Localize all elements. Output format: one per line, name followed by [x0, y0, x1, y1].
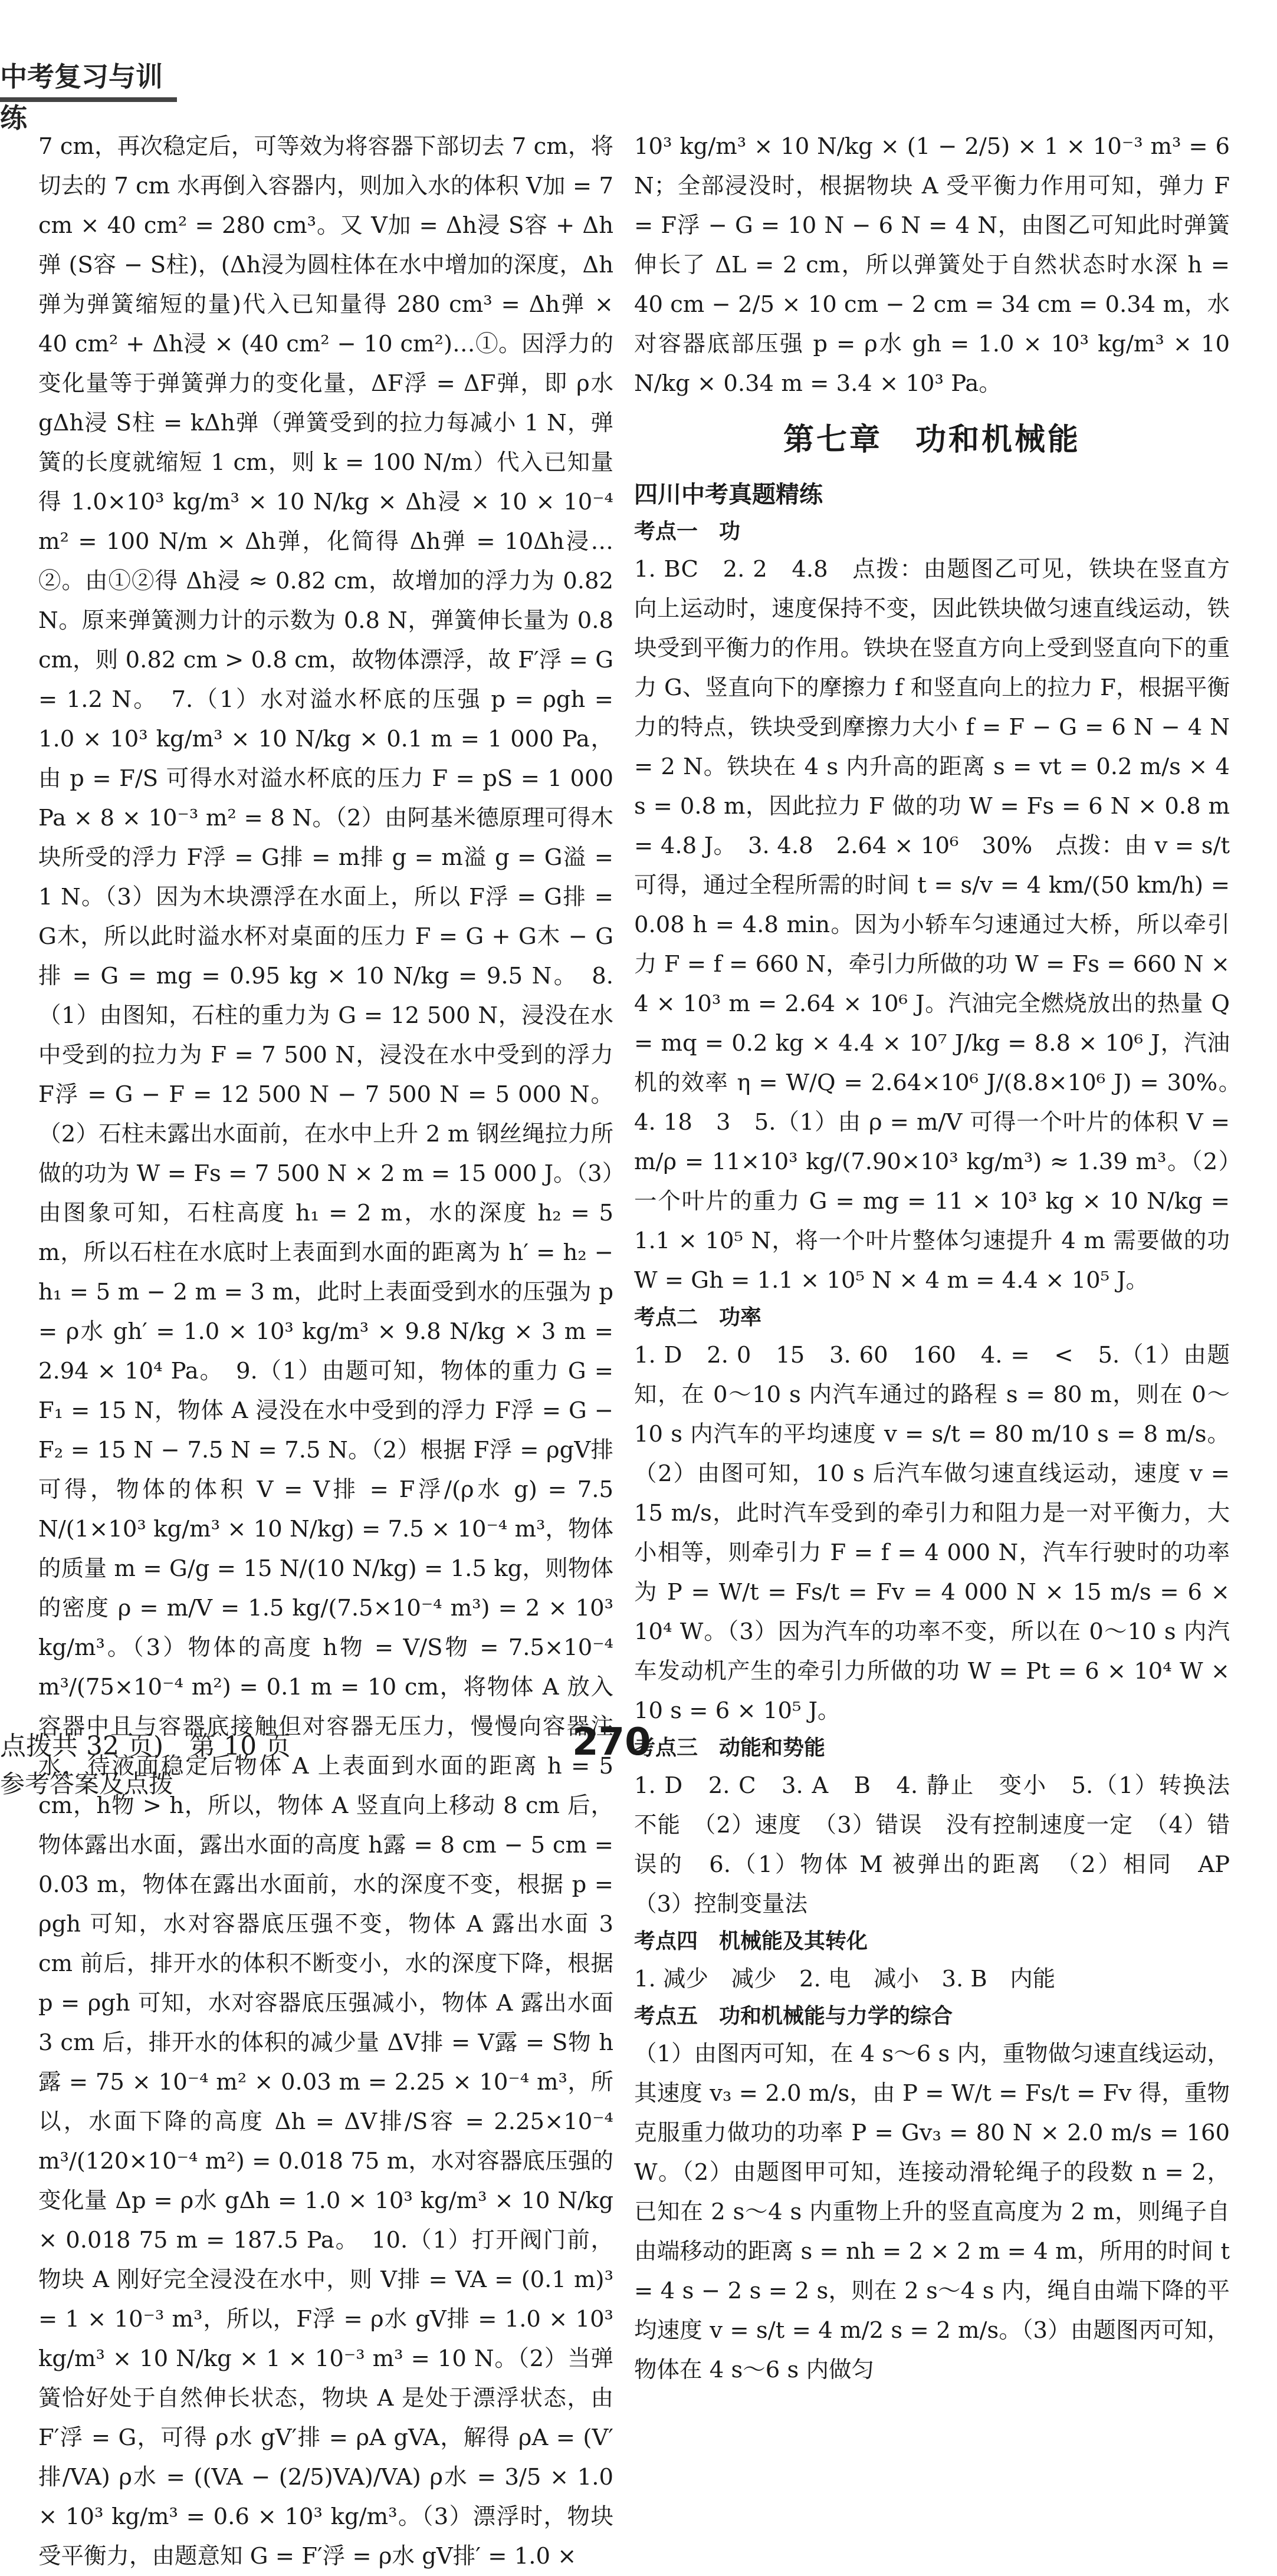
- kaodian-3-text: 1. D 2. C 3. A B 4. 静止 变小 5.（1）转换法 不能 （2）速度 （3）错误 没有控制速度一定 （4）错误的 6.（1）物体 M 被弹出的距离 （2）相同 AP （3）控制变量法: [634, 1772, 1253, 1917]
- left-column: [38, 127, 613, 2576]
- kaodian-1-text: 1. BC 2. 2 4.8 点拨：由题图乙可见，铁块在竖直方向上运动时，速度保持不变，因此铁块做匀速直线运动，铁块受到平衡力的作用。铁块在竖直方向上受到竖直向下的重力 G、竖直向下的摩擦力 f 和竖直向上的拉力 F，根据平衡力的特点，铁块受到摩擦力大小 f = F − G = 6 N − 4 N = 2 N。铁块在 4 s 内升高的距离 s = vt = 0.2 m/s × 4 s = 0.8 m，因此拉力 F 做的功 W = Fs = 6 N × 0.8 m = 4.8 J。 3. 4.8 2.64 × 10⁶ 30% 点拨：由 v = s/t 可得，通过全程所需的时间 t = s/v = 4 km/(50 km/h) = 0.08 h = 4.8 min。因为小轿车匀速通过大桥，所以牵引力 F = f = 660 N，牵引力所做的功 W = Fs = 660 N × 4 × 10³ m = 2.64 × 10⁶ J。汽油完全燃烧放出的热量 Q = mq = 0.2 kg × 4.4 × 10⁷ J/kg = 8.8 × 10⁶ J，汽油机的效率 η = W/Q = 2.64×10⁶ J/(8.8×10⁶ J) = 30%。 4. 18 3 5.（1）由 ρ = m/V 可得一个叶片的体积 V = m/ρ = 11×10³ kg/(7.90×10³ kg/m³) ≈ 1.39 m³。（2）一个叶片的重力 G = mg = 11 × 10³ kg × 10 N/kg = 1.1 × 10⁵ N，将一个叶片整体匀速提升 4 m 需要做的功 W = Gh = 1.1 × 10⁵ N × 4 m = 4.4 × 10⁵ J。: [634, 556, 1253, 1294]
- kaodian-4-text: 1. 减少 减少 2. 电 减小 3. B 内能: [634, 1966, 1056, 1992]
- page-number: 270: [572, 1720, 651, 1764]
- footer-answer-label: 参考答案及点拨: [0, 1769, 174, 1798]
- left-column-text: 7 cm，再次稳定后，可等效为将容器下部切去 7 cm，将切去的 7 cm 水再倒入容器内，则加入水的体积 V加 = 7 cm × 40 cm² = 280 cm³。又 V加 = Δh浸 S容 + Δh弹 (S容 − S柱)，(Δh浸为圆柱体在水中增加的深度，Δh弹为弹簧缩短的量)代入已知量得 280 cm³ = Δh弹 × 40 cm² + Δh浸 × (40 cm² − 10 cm²)…①。因浮力的变化量等于弹簧弹力的变化量，ΔF浮 = ΔF弹，即 ρ水 gΔh浸 S柱 = kΔh弹（弹簧受到的拉力每减小 1 N，弹簧的长度就缩短 1 cm，则 k = 100 N/m）代入已知量得 1.0×10³ kg/m³ × 10 N/kg × Δh浸 × 10 × 10⁻⁴ m² = 100 N/m × Δh弹，化简得 Δh弹 = 10Δh浸…②。由①②得 Δh浸 ≈ 0.82 cm，故增加的浮力为 0.82 N。原来弹簧测力计的示数为 0.8 N，弹簧伸长量为 0.8 cm，则 0.82 cm > 0.8 cm，故物体漂浮，故 F′浮 = G = 1.2 N。 7.（1）水对溢水杯底的压强 p = ρgh = 1.0 × 10³ kg/m³ × 10 N/kg × 0.1 m = 1 000 Pa，由 p = F/S 可得水对溢水杯底的压力 F = pS = 1 000 Pa × 8 × 10⁻³ m² = 8 N。（2）由阿基米德原理可得木块所受的浮力 F浮 = G排 = m排 g = m溢 g = G溢 = 1 N。（3）因为木块漂浮在水面上，所以 F浮 = G排 = G木，所以此时溢水杯对桌面的压力 F = G + G木 − G排 = G = mg = 0.95 kg × 10 N/kg = 9.5 N。 8.（1）由图知，石柱的重力为 G = 12 500 N，浸没在水中受到的拉力为 F = 7 500 N，浸没在水中受到的浮力 F浮 = G − F = 12 500 N − 7 500 N = 5 000 N。（2）石柱未露出水面前，在水中上升 2 m 钢丝绳拉力所做的功为 W = Fs = 7 500 N × 2 m = 15 000 J。（3）由图象可知，石柱高度 h₁ = 2 m，水的深度 h₂ = 5 m，所以石柱在水底时上表面到水面的距离为 h′ = h₂ − h₁ = 5 m − 2 m = 3 m，此时上表面受到水的压强为 p = ρ水 gh′ = 1.0 × 10³ kg/m³ × 9.8 N/kg × 3 m = 2.94 × 10⁴ Pa。 9.（1）由题可知，物体的重力 G = F₁ = 15 N，物体 A 浸没在水中受到的浮力 F浮 = G − F₂ = 15 N − 7.5 N = 7.5 N。（2）根据 F浮 = ρgV排 可得，物体的体积 V = V排 = F浮/(ρ水 g) = 7.5 N/(1×10³ kg/m³ × 10 N/kg) = 7.5 × 10⁻⁴ m³，物体的质量 m = G/g = 15 N/(10 N/kg) = 1.5 kg，则物体的密度 ρ = m/V = 1.5 kg/(7.5×10⁻⁴ m³) = 2 × 10³ kg/m³。（3）物体的高度 h物 = V/S物 = 7.5×10⁻⁴ m³/(75×10⁻⁴ m²) = 0.1 m = 10 cm，将物体 A 放入容器中且与容器底接触但对容器无压力，慢慢向容器注水，待液面稳定后物体 A 上表面到水面的距离 h = 5 cm，h物 > h，所以，物体 A 竖直向上移动 8 cm 后，物体露出水面，露出水面的高度 h露 = 8 cm − 5 cm = 0.03 m，物体在露出水面前，水的深度不变，根据 p = ρgh 可知，水对容器底压强不变，物体 A 露出水面 3 cm 前后，排开水的体积不断变小，水的深度下降，根据 p = ρgh 可知，水对容器底压强减小，物体 A 露出水面 3 cm 后，排开水的体积的减少量 ΔV排 = V露 = S物 h露 = 75 × 10⁻⁴ m² × 0.03 m = 2.25 × 10⁻⁴ m³，所以，水面下降的高度 Δh = ΔV排/S容 = 2.25×10⁻⁴ m³/(120×10⁻⁴ m²) = 0.018 75 m，水对容器底压强的变化量 Δp = ρ水 gΔh = 1.0 × 10³ kg/m³ × 10 N/kg × 0.018 75 m = 187.5 Pa。 10.（1）打开阀门前，物块 A 刚好完全浸没在水中，则 V排 = VA = (0.1 m)³ = 1 × 10⁻³ m³，所以，F浮 = ρ水 gV排 = 1.0 × 10³ kg/m³ × 10 N/kg × 1 × 10⁻³ m³ = 10 N。（2）当弹簧恰好处于自然伸长状态，物块 A 是处于漂浮状态，由 F′浮 = G，可得 ρ水 gV′排 = ρA gVA，解得 ρA = (V′排/VA) ρ水 = ((VA − (2/5)VA)/VA) ρ水 = 3/5 × 1.0 × 10³ kg/m³ = 0.6 × 10³ kg/m³。（3）漂浮时，物块受平衡力，由题意知 G = F′浮 = ρ水 gV排′ = 1.0 ×: [38, 133, 613, 2570]
- footer-page-info: 点拨共 32 页) 第 10 页: [0, 1731, 291, 1761]
- kaodian-2-title: 考点二 功率: [634, 1305, 762, 1330]
- header-banner: 中考复习与训练: [0, 56, 177, 102]
- right-column-intro: 10³ kg/m³ × 10 N/kg × (1 − 2/5) × 1 × 10⁻³ m³ = 6 N；全部浸没时，根据物块 A 受平衡力作用可知，弹力 F = F浮 − G = 10 N − 6 N = 4 N，由图乙可知此时弹簧伸长了 ΔL = 2 cm，所以弹簧处于自然状态时水深 h = 40 cm − 2/5 × 10 cm − 2 cm = 34 cm = 0.34 m，水对容器底部压强 p = ρ水 gh = 1.0 × 10³ kg/m³ × 10 N/kg × 0.34 m = 3.4 × 10³ Pa。: [634, 133, 1230, 397]
- kaodian-1-title: 考点一 功: [634, 519, 741, 544]
- section-title: 四川中考真题精练: [634, 481, 823, 508]
- footer-left: [0, 1728, 291, 1803]
- kaodian-3-title: 考点三 动能和势能: [634, 1736, 826, 1760]
- right-column: [634, 127, 1253, 2390]
- kaodian-5-text: （1）由图丙可知，在 4 s～6 s 内，重物做匀速直线运动，其速度 v₃ = 2.0 m/s，由 P = W/t = Fs/t = Fv 得，重物克服重力做功的功率 P = Gv₃ = 80 N × 2.0 m/s = 160 W。（2）由题图甲可知，连接动滑轮绳子的段数 n = 2，已知在 2 s～4 s 内重物上升的竖直高度为 2 m，则绳子自由端移动的距离 s = nh = 2 × 2 m = 4 m，所用的时间 t = 4 s − 2 s = 2 s，则在 2 s～4 s 内，绳自由端下降的平均速度 v = s/t = 4 m/2 s = 2 m/s。（3）由题图丙可知，物体在 4 s～6 s 内做匀: [634, 2041, 1230, 2383]
- kaodian-2-text: 1. D 2. 0 15 3. 60 160 4. = < 5.（1）由题知，在 0～10 s 内汽车通过的路程 s = 80 m，则在 0～10 s 内汽车的平均速度 v = s/t = 80 m/10 s = 8 m/s。（2）由图可知，10 s 后汽车做匀速直线运动，速度 v = 15 m/s，此时汽车受到的牵引力和阻力是一对平衡力，大小相等，则牵引力 F = f = 4 000 N，汽车行驶时的功率为 P = W/t = Fs/t = Fv = 4 000 N × 15 m/s = 6 × 10⁴ W。（3）因为汽车的功率不变，所以在 0～10 s 内汽车发动机产生的牵引力所做的功 W = Pt = 6 × 10⁴ W × 10 s = 6 × 10⁵ J。: [634, 1342, 1230, 1724]
- kaodian-5-title: 考点五 功和机械能与力学的综合: [634, 2004, 953, 2028]
- chapter-title: 第七章 功和机械能: [783, 422, 1081, 458]
- kaodian-4-title: 考点四 机械能及其转化: [634, 1929, 868, 1953]
